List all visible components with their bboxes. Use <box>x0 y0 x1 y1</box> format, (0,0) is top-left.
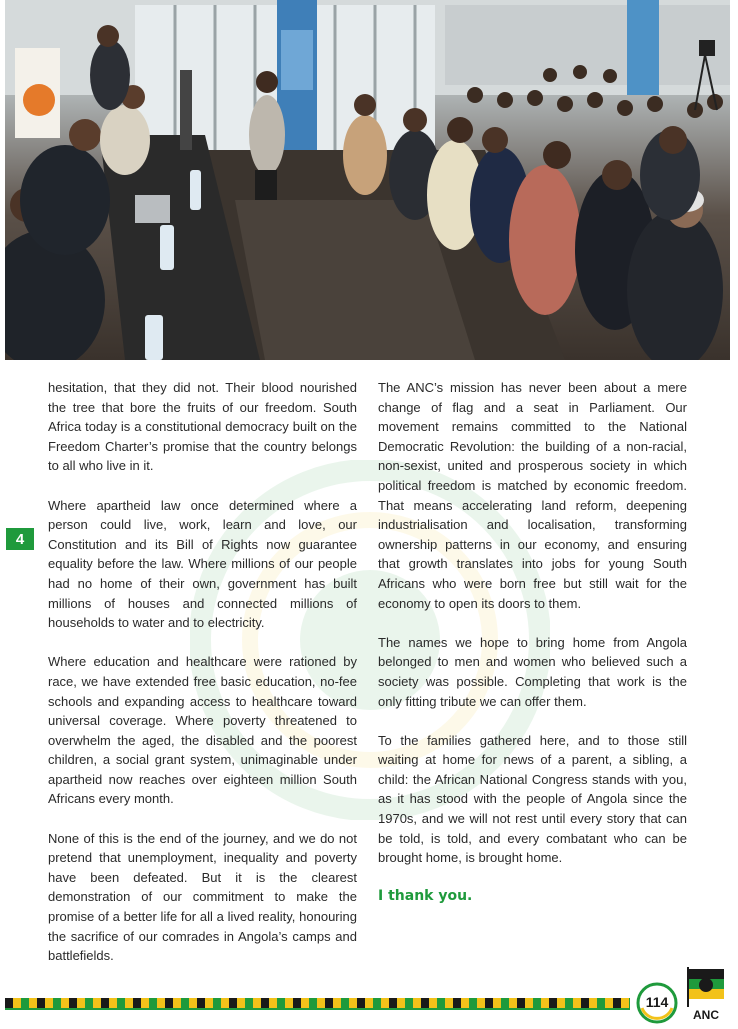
event-photo-illustration <box>5 0 730 360</box>
closing-thanks: I thank you. <box>378 888 473 905</box>
footer-color-band <box>5 998 630 1008</box>
right-paragraph-1: The ANC’s mission has never been about a mere change of flag and a seat in Parliament. Our movement remains committed to the National Democratic Revolution: the building of a non-racial, non-sexist, united and prosperous society in which political freedom is matched by economic freedom. That means accelerating land reform, deepening industrialisation and localisation, transforming ownership patterns in our economy, and ensuring that growth translates into jobs for young South Africans who were born free but still wait for the economy to open its doors to them. <box>378 380 687 611</box>
footer-green-line <box>5 1008 630 1010</box>
left-paragraph-3: Where education and healthcare were rationed by race, we have extended free basic education, no-fee schools and expanding access to healthcare toward universal coverage. Where poverty threatened to overwhelm the aged, the disabled and the poorest children, a social grant system, unimaginable under apartheid now reaches over eighteen million South Africans every month. <box>48 654 357 807</box>
left-paragraph-4: None of this is the end of the journey, and we do not pretend that unemployment, inequality and poverty have been defeated. But it is the clearest demonstration of our commitment to make the promise of a better life for all a lived reality, honouring the sacrifice of our comrades in Angola’s camps and battlefields. <box>48 830 357 964</box>
event-photo <box>5 0 730 360</box>
left-text-column <box>48 378 357 985</box>
anniversary-badge <box>636 982 678 1024</box>
left-paragraph-2: Where apartheid law once determined where a person could live, work, learn and love, our Constitution and its Bill of Rights now guarantee equality before the law. Where millions of our people had no home of their own, government has built millions of houses and connected millions of households to water and to electricity. <box>48 497 357 631</box>
left-paragraph-1: hesitation, that they did not. Their blood nourished the tree that bore the fruits of our freedom. South Africa today is a constitutional democracy built on the Freedom Charter’s promise that the country belongs to all who live in it. <box>48 380 357 474</box>
page-number: 4 <box>6 528 34 550</box>
anniversary-number: 114 <box>645 994 669 1010</box>
right-paragraph-2: The names we hope to bring home from Angola belonged to men and women who believed such a society was possible. Completing that work is the only fitting tribute we can offer them. <box>378 634 687 709</box>
anc-flag-icon <box>684 965 728 1007</box>
anc-logo <box>684 965 728 1022</box>
anc-logo-text: ANC <box>693 1008 719 1022</box>
right-paragraph-3: To the families gathered here, and to those still waiting at home for news of a parent, a sibling, a child: the African National Congress stands with you, as it has stood with the people of Angola since the 1970s, and we will not rest until every story that can be told, is told, and every combatant who can be brought home, is brought home. <box>378 732 687 866</box>
right-text-column <box>378 378 687 907</box>
